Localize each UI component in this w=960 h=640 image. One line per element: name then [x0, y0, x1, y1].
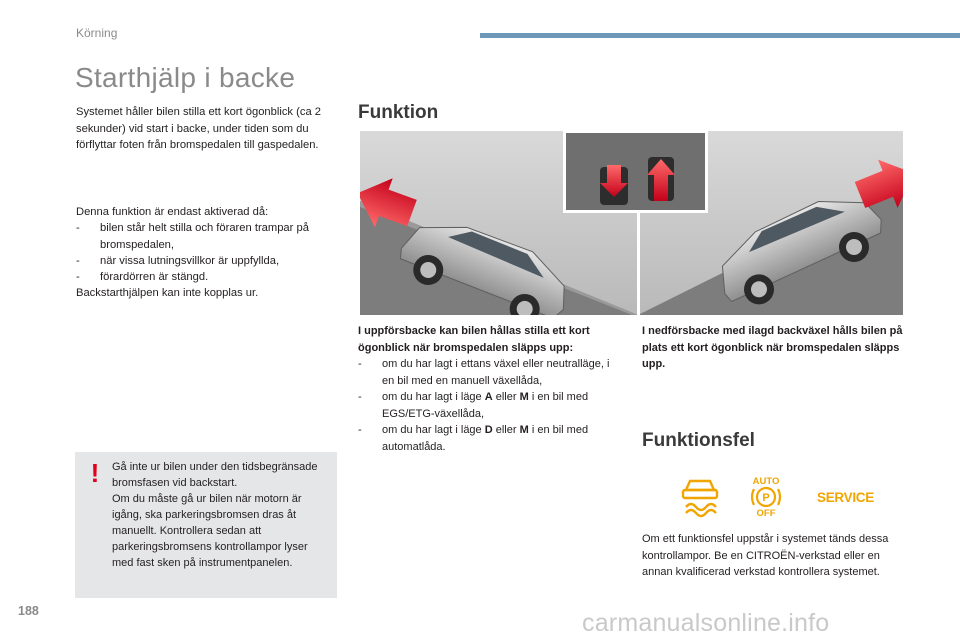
- uphill-item-text: om du har lagt i ettans växel eller neutralläge, i en bil med en manuell växellåda,: [382, 358, 610, 387]
- activation-item: - när vissa lutningsvillkor är uppfyllda,: [76, 253, 338, 269]
- auto-label: AUTO: [752, 476, 780, 487]
- activation-note: Backstarthjälpen kan inte kopplas ur.: [76, 287, 259, 300]
- activation-item: - förardörren är stängd.: [76, 269, 338, 285]
- gear-position-label: D: [484, 424, 493, 436]
- esp-warning-lamp-icon: [683, 481, 717, 516]
- funktionsfel-heading: Funktionsfel: [642, 430, 755, 451]
- uphill-item: [358, 422, 622, 455]
- watermark: carmanualsonline.info: [582, 609, 830, 637]
- page-title: Starthjälp i backe: [75, 62, 296, 93]
- service-lamp-label: SERVICE: [817, 490, 874, 505]
- uphill-item-text: i en bil med EGS/ETG-växellåda,: [382, 391, 589, 420]
- uphill-item-text: om du har lagt i läge: [382, 391, 485, 403]
- gear-position-label: M: [519, 424, 529, 436]
- uphill-item-text: eller: [492, 391, 520, 403]
- downhill-caption: I nedförsbacke med ilagd backväxel hålls bilen på plats ett kort ögonblick när bromspedalen släpps upp.: [642, 325, 903, 370]
- page-number: 188: [18, 604, 39, 618]
- warning-exclamation-icon: !: [90, 458, 100, 488]
- uphill-item-text: om du har lagt i läge: [382, 424, 485, 436]
- hill-start-illustration: [360, 131, 903, 315]
- warning-lamps-svg: [680, 474, 880, 518]
- parking-p-label: P: [762, 492, 770, 504]
- funktion-heading: Funktion: [358, 102, 439, 123]
- section-label: Körning: [76, 26, 118, 40]
- warning-lamps-row: [680, 474, 880, 518]
- activation-lead: Denna funktion är endast aktiverad då:: [76, 206, 269, 218]
- warning-text: [112, 459, 330, 571]
- header-accent-bar: [480, 33, 960, 38]
- uphill-lead: I uppförsbacke kan bilen hållas stilla ett kort ögonblick när bromspedalen släpps upp:: [358, 325, 590, 354]
- uphill-item-text: eller: [492, 424, 520, 436]
- uphill-caption: [358, 323, 622, 455]
- funktionsfel-text: Om ett funktionsfel uppstår i systemet tänds dessa kontrollampor. Be en CITROËN-verkstad eller en annan kvalificerad verkstad kontrollera systemet.: [642, 533, 889, 578]
- gear-position-label: M: [519, 391, 529, 403]
- activation-conditions: [76, 204, 338, 302]
- uphill-item: [358, 356, 622, 389]
- warning-text-content: Gå inte ur bilen under den tidsbegränsade bromsfasen vid backstart. Om du måste gå ur bilen när motorn är igång, ska parkeringsbromsen dras åt manuellt. Kontrollera sedan att parkeringsbromsens kontrollampor lyser med fast sken på instrumentpanelen.: [112, 461, 318, 569]
- hill-start-illustration-svg: [360, 131, 903, 315]
- gear-position-label: A: [484, 391, 493, 403]
- activation-item: - bilen står helt stilla och föraren trampar på bromspedalen,: [76, 220, 338, 253]
- intro-paragraph: Systemet håller bilen stilla ett kort ögonblick (ca 2 sekunder) vid start i backe, under tiden som du förflyttar foten från bromspedalen till gaspedalen.: [76, 106, 321, 151]
- off-label: OFF: [756, 508, 776, 518]
- uphill-item: [358, 389, 622, 422]
- uphill-item-text: i en bil med automatlåda.: [382, 424, 589, 453]
